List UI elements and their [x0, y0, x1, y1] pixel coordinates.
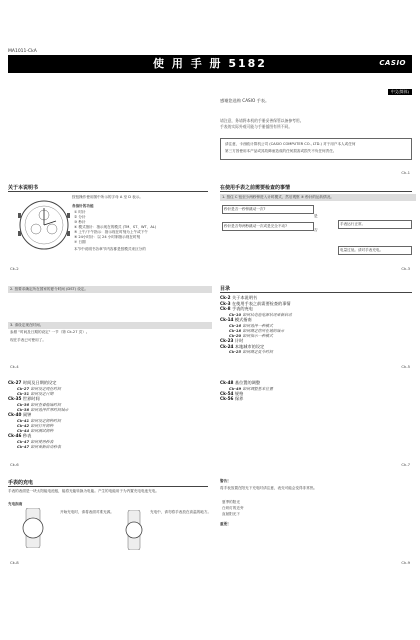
toc-page-ref: Ck-42 [17, 422, 31, 428]
toc-entry-title: 世界时间 [22, 396, 40, 401]
toc-entry [220, 396, 273, 402]
lang-badge: 中文(简体) [388, 89, 412, 95]
legend-item: ③ 秒针 [74, 220, 86, 224]
toc-page-ref: Ck-23 [220, 338, 235, 344]
legend-item: ⑤ 上午/下午指示：指示现在时刻为上午或下午 [74, 230, 148, 234]
toc-page-ref: Ck-35 [8, 396, 23, 401]
toc-entry-title: 在使用手表之前需要检查的事情 [231, 300, 291, 306]
page-number: Ck-8 [10, 560, 19, 565]
page-number: Ck-6 [10, 462, 19, 467]
toc-entry-title: 计时 [234, 338, 244, 344]
toc-entry [220, 349, 292, 354]
toc-list-2 [8, 380, 68, 449]
legend-item: ⑦ 日期 [74, 240, 86, 244]
toc-list-1 [220, 295, 292, 355]
toc-list-3 [220, 380, 273, 402]
legend-item: ④ 模式指针：指示现在的模式 (TM、ST、WT、AL) [74, 225, 157, 229]
watch-diagram-icon [14, 195, 74, 255]
dst-step: 2. 按要求确定所在国家的夏令时间 (DST) 设定。 [8, 286, 212, 293]
toc-page-ref: Ck-3 [220, 300, 232, 306]
legend-title: 各指针的功能 [72, 204, 94, 208]
divider [220, 292, 412, 293]
toc-entry-title: 如何选择世界时间城市 [30, 406, 69, 412]
toc-entry-title: 本地城市的设定 [234, 343, 265, 349]
about-title: 关于本说明书 [8, 185, 39, 191]
question-box: 秒针是否一秒钟跳动一次? [222, 205, 314, 214]
toc-entry-title: 如何打开闹钟 [30, 422, 54, 428]
toc-page-ref: Ck-8 [220, 306, 232, 312]
time-step: 3. 请设定现在时间。 [8, 322, 212, 329]
page-number: Ck-9 [401, 560, 410, 565]
check-step: 1. 按住 C 钮至少两秒钟进入计时模式，然后观察 ③ 秒针的运转情况。 [220, 194, 416, 201]
toc-page-ref: Ck-36 [17, 401, 31, 407]
toc-entry-title: 如何指示一种模式 [242, 332, 273, 338]
toc-page-ref: Ck-48 [220, 380, 235, 385]
toc-entry-title: 如何设定日期 [30, 390, 54, 396]
toc-page-ref: Ck-40 [8, 412, 23, 417]
legend-item: ① 时针 [74, 210, 86, 214]
watch-side-icon [122, 510, 146, 550]
charging-desc: 手表的表面是一块太阳能电池板，能将光能转换为电能。产生的电能用于为内置充电电池充电。 [8, 489, 159, 493]
watch-charging-icon [18, 508, 48, 548]
check-title: 在使用手表之前需要检查的事情 [220, 185, 291, 191]
page-number: Ck-1 [401, 170, 410, 175]
notice-box [220, 138, 412, 160]
toc-page-ref: Ck-44 [17, 428, 31, 433]
warning-item: 直射阳光下 [222, 512, 240, 516]
toc-entry-title: 如何选择一种模式 [242, 322, 273, 328]
toc-entry-title: 保养 [234, 396, 244, 402]
toc-entry-title: 如何设定现在时间 [30, 385, 61, 391]
toc-entry-title: 如何从电池电源状况重新启动 [242, 311, 292, 317]
divider [8, 191, 208, 192]
page-number: Ck-7 [401, 462, 410, 467]
legend-item: ⑥ 24小时针：以 24 小时制指示现在时刻 [74, 235, 141, 239]
answer-box: 手表运行正常。 [338, 220, 412, 229]
time-ref: 参照 "时间及日期的设定" 一节（第 Ck-27 页）。 [10, 330, 90, 334]
casio-logo: CASIO [379, 59, 406, 67]
answer-box: 电量过低。请对手表充电。 [338, 246, 412, 255]
toc-page-ref: Ck-47 [17, 438, 31, 444]
model-code: MA1011-CkA [8, 49, 37, 54]
divider [220, 191, 412, 192]
important-label: 重要！ [220, 522, 231, 526]
manual-title: 使 用 手 册 5182 [153, 57, 267, 70]
toc-entry-title: 如何查看他城时间 [30, 401, 61, 407]
page-number: Ck-3 [401, 266, 410, 271]
toc-entry-title: 规格 [234, 390, 244, 396]
toc-page-ref: Ck-14 [220, 316, 235, 322]
toc-page-ref: Ck-31 [17, 390, 31, 396]
toc-entry-title: 如何调整基本位置 [242, 385, 273, 391]
toc-entry-title: 基位置的调整 [234, 380, 261, 385]
toc-entry-title: 如何确定夏令时间 [242, 349, 273, 355]
toc-page-ref: Ck-20 [229, 332, 243, 338]
charging-label: 充电指南 [8, 502, 23, 506]
toc-page-ref: Ck-2 [220, 295, 232, 300]
toc-entry-title: 时间及日期的设定 [22, 380, 57, 385]
toc-page-ref: Ck-41 [17, 417, 31, 423]
toc-page-ref: Ck-27 [17, 385, 31, 391]
page-number: Ck-2 [10, 266, 19, 271]
warning-text: 将手表放置在阳光下充电时请注意，表壳可能会变得非常热。 [220, 486, 318, 490]
toc-entry-title: 如何重新启动秒表 [30, 444, 61, 449]
toc-page-ref: Ck-27 [8, 380, 23, 385]
toc-page-ref: Ck-25 [229, 349, 243, 355]
toc-entry [8, 444, 68, 449]
greeting: 感谢您选购 CASIO 手表。 [220, 98, 270, 103]
toc-entry-title: 秒表 [22, 433, 32, 439]
toc-title: 目录 [220, 286, 231, 292]
answer-yes: 是 [314, 214, 318, 218]
answer-no: 否 [314, 228, 318, 232]
toc-entry-title: 如何设定闹钟时间 [30, 417, 61, 423]
page-number: Ck-5 [401, 364, 410, 369]
divider [8, 486, 208, 487]
about-desc: 按钮操作使用图中所示的字母 A 至 D 表示。 [72, 195, 143, 199]
toc-entry-title: 如何测试闹钟 [30, 428, 54, 433]
toc-page-ref: Ck-38 [17, 406, 31, 412]
warning-title: 警告！ [220, 479, 231, 483]
toc-page-ref: Ck-10 [229, 311, 243, 317]
charging-title: 手表的充电 [8, 480, 34, 486]
toc-entry-title: 手表的充电 [231, 306, 253, 312]
toc-page-ref: Ck-46 [8, 433, 23, 439]
charging-tip-1: 开始充电时，请将表面对准光源。 [60, 510, 114, 514]
toc-page-ref: Ck-47 [17, 444, 31, 449]
toc-page-ref: Ck-49 [229, 385, 243, 391]
question-box: 秒针是否每两秒跳动一次或是完全不动? [222, 222, 314, 231]
toc-page-ref: Ck-16 [229, 322, 243, 328]
toc-entry-title: 模式指南 [234, 316, 252, 322]
toc-entry-title: 闹钟 [22, 412, 32, 417]
warning-item: 夏季的阳光 [222, 500, 240, 504]
toc-page-ref: Ck-18 [229, 327, 243, 333]
ready-text: 现在手表已可使用了。 [10, 338, 46, 342]
notice-line-2: 第三方因使用本产品或其故障而造成的任何损害或损失不负任何责任。 [225, 149, 337, 153]
warning-item: 白炽灯的近旁 [222, 506, 244, 510]
toc-entry-title: 如何确定您所在地的城市 [242, 327, 285, 333]
toc-page-ref: Ck-24 [220, 343, 235, 349]
toc-page-ref: Ck-54 [220, 390, 235, 396]
title-bar [8, 55, 412, 73]
intro-bullet-2: 手表的实际外观可能与手册插图有所不同。 [220, 124, 293, 129]
intro-bullet-1: 请注意，务请将本机的手册妥善保管以备参考用。 [220, 118, 304, 123]
page-number: Ck-4 [10, 364, 19, 369]
toc-entry-title: 关于本说明书 [231, 295, 258, 300]
legend-item: ② 分针 [74, 215, 86, 219]
charging-tip-2: 充电中，请勿将手表放在高温的地方。 [150, 510, 212, 514]
toc-page-ref: Ck-56 [220, 396, 235, 402]
about-note: 本节中说明书各章节内容都是按模式来区分的 [74, 247, 146, 251]
notice-line-1: 请注意，卡西欧计算机公司 (CASIO COMPUTER CO., LTD.) 对于用户本人或任何 [225, 142, 356, 146]
toc-entry-title: 如何使用秒表 [30, 438, 54, 444]
